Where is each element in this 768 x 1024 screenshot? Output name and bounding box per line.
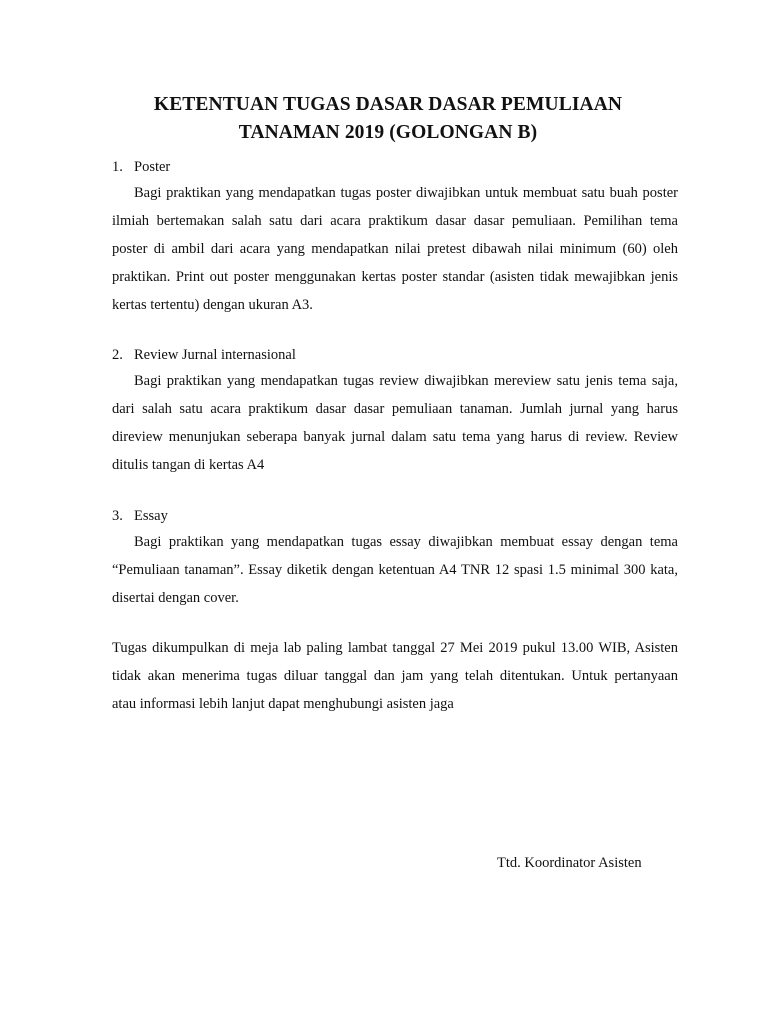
document-title-line-1: KETENTUAN TUGAS DASAR DASAR PEMULIAAN <box>153 94 623 115</box>
paragraph-line: Bagi praktikan yang mendapatkan tugas essay diwajibkan membuat essay dengan tema <box>134 534 678 550</box>
section-heading-review <box>112 345 296 365</box>
paragraph-line: dari salah satu acara praktikum dasar dasar pemuliaan tanaman. Jumlah jurnal yang harus <box>112 401 678 417</box>
paragraph-line: poster di ambil dari acara yang mendapatkan nilai pretest dibawah nilai minimum (60) oleh <box>112 241 678 257</box>
section-body-review <box>112 371 678 483</box>
paragraph-line: praktikan. Print out poster menggunakan kertas poster standar (asisten tidak mewajibkan jenis <box>112 269 678 285</box>
section-title: Essay <box>134 508 168 524</box>
closing-paragraph <box>112 638 678 722</box>
section-number: 3. <box>112 508 123 524</box>
section-number: 1. <box>112 159 123 175</box>
document-title-line-2: TANAMAN 2019 (GOLONGAN B) <box>238 122 538 143</box>
paragraph-line: Bagi praktikan yang mendapatkan tugas poster diwajibkan untuk membuat satu buah poster <box>134 185 678 201</box>
paragraph-line: kertas tertentu) dengan ukuran A3. <box>112 297 313 313</box>
section-title: Review Jurnal internasional <box>134 347 296 363</box>
section-heading-poster <box>112 157 170 177</box>
paragraph-line: Tugas dikumpulkan di meja lab paling lambat tanggal 27 Mei 2019 pukul 13.00 WIB, Asisten <box>112 640 678 656</box>
paragraph-line: “Pemuliaan tanaman”. Essay diketik dengan ketentuan A4 TNR 12 spasi 1.5 minimal 300 kata, <box>112 562 678 578</box>
section-body-essay <box>112 532 678 616</box>
signature-line: Ttd. Koordinator Asisten <box>497 855 642 871</box>
section-number: 2. <box>112 347 123 363</box>
section-title: Poster <box>134 159 171 175</box>
section-heading-essay <box>112 506 168 526</box>
paragraph-line: direview menunjukan seberapa banyak jurnal dalam satu tema yang harus di review. Review <box>112 429 678 445</box>
paragraph-line: Bagi praktikan yang mendapatkan tugas review diwajibkan mereview satu jenis tema saja, <box>134 373 678 389</box>
paragraph-line: atau informasi lebih lanjut dapat menghubungi asisten jaga <box>112 696 454 712</box>
paragraph-line: tidak akan menerima tugas diluar tanggal dan jam yang telah ditentukan. Untuk pertanyaan <box>112 668 678 684</box>
paragraph-line: ilmiah bertemakan salah satu dari acara praktikum dasar dasar pemuliaan. Pemilihan tema <box>112 213 678 229</box>
paragraph-line: ditulis tangan di kertas A4 <box>112 457 265 473</box>
paragraph-line: disertai dengan cover. <box>112 590 239 606</box>
section-body-poster <box>112 183 678 323</box>
